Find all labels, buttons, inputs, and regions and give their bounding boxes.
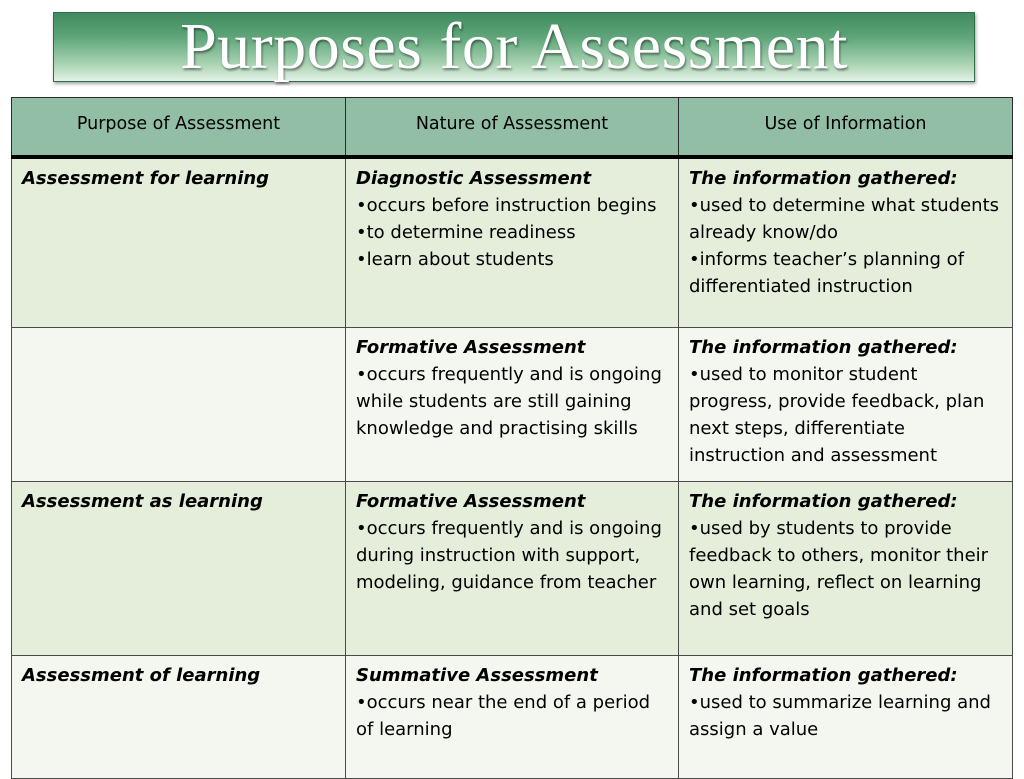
purpose-cell bbox=[12, 328, 346, 482]
purpose-label: Assessment of learning bbox=[22, 665, 261, 686]
nature-bullet: •occurs frequently and is ongoing while students are still gaining knowledge and practising skills bbox=[356, 364, 662, 439]
nature-title: Formative Assessment bbox=[356, 491, 586, 512]
use-bullet: •used by students to provide feedback to others, monitor their own learning, reflect on learning and set goals bbox=[689, 518, 989, 620]
table-row bbox=[12, 328, 1013, 482]
use-cell bbox=[679, 482, 1013, 656]
use-title: The information gathered: bbox=[689, 337, 958, 358]
nature-title: Diagnostic Assessment bbox=[356, 168, 592, 189]
header-row bbox=[12, 98, 1013, 158]
purpose-cell bbox=[12, 482, 346, 656]
use-title: The information gathered: bbox=[689, 168, 958, 189]
nature-bullet: •occurs before instruction begins bbox=[356, 195, 657, 216]
nature-title: Formative Assessment bbox=[356, 337, 586, 358]
assessment-table bbox=[11, 97, 1013, 779]
nature-cell bbox=[346, 656, 679, 779]
use-bullet: •used to determine what students already know/do bbox=[689, 195, 999, 243]
purpose-cell bbox=[12, 656, 346, 779]
nature-bullet: •occurs frequently and is ongoing during instruction with support, modeling, guidance from teacher bbox=[356, 518, 662, 593]
slide-title: Purposes for Assessment bbox=[180, 10, 848, 83]
purpose-label: Assessment as learning bbox=[22, 491, 263, 512]
purpose-cell bbox=[12, 157, 346, 328]
use-title: The information gathered: bbox=[689, 665, 958, 686]
nature-bullet: •to determine readiness bbox=[356, 222, 576, 243]
header-purpose: Purpose of Assessment bbox=[12, 98, 346, 158]
header-nature: Nature of Assessment bbox=[346, 98, 679, 158]
nature-cell bbox=[346, 328, 679, 482]
table-row bbox=[12, 157, 1013, 328]
use-bullet: •informs teacher’s planning of differentiated instruction bbox=[689, 249, 965, 297]
use-cell bbox=[679, 157, 1013, 328]
use-title: The information gathered: bbox=[689, 491, 958, 512]
header-use: Use of Information bbox=[679, 98, 1013, 158]
nature-cell bbox=[346, 157, 679, 328]
nature-title: Summative Assessment bbox=[356, 665, 598, 686]
table-row bbox=[12, 656, 1013, 779]
use-bullet: •used to monitor student progress, provide feedback, plan next steps, differentiate instruction and assessment bbox=[689, 364, 985, 466]
nature-bullet: •occurs near the end of a period of learning bbox=[356, 692, 651, 740]
use-cell bbox=[679, 656, 1013, 779]
use-bullet: •used to summarize learning and assign a value bbox=[689, 692, 991, 740]
purpose-label: Assessment for learning bbox=[22, 168, 270, 189]
use-cell bbox=[679, 328, 1013, 482]
nature-cell bbox=[346, 482, 679, 656]
title-banner bbox=[53, 12, 975, 82]
nature-bullet: •learn about students bbox=[356, 249, 554, 270]
table-row bbox=[12, 482, 1013, 656]
